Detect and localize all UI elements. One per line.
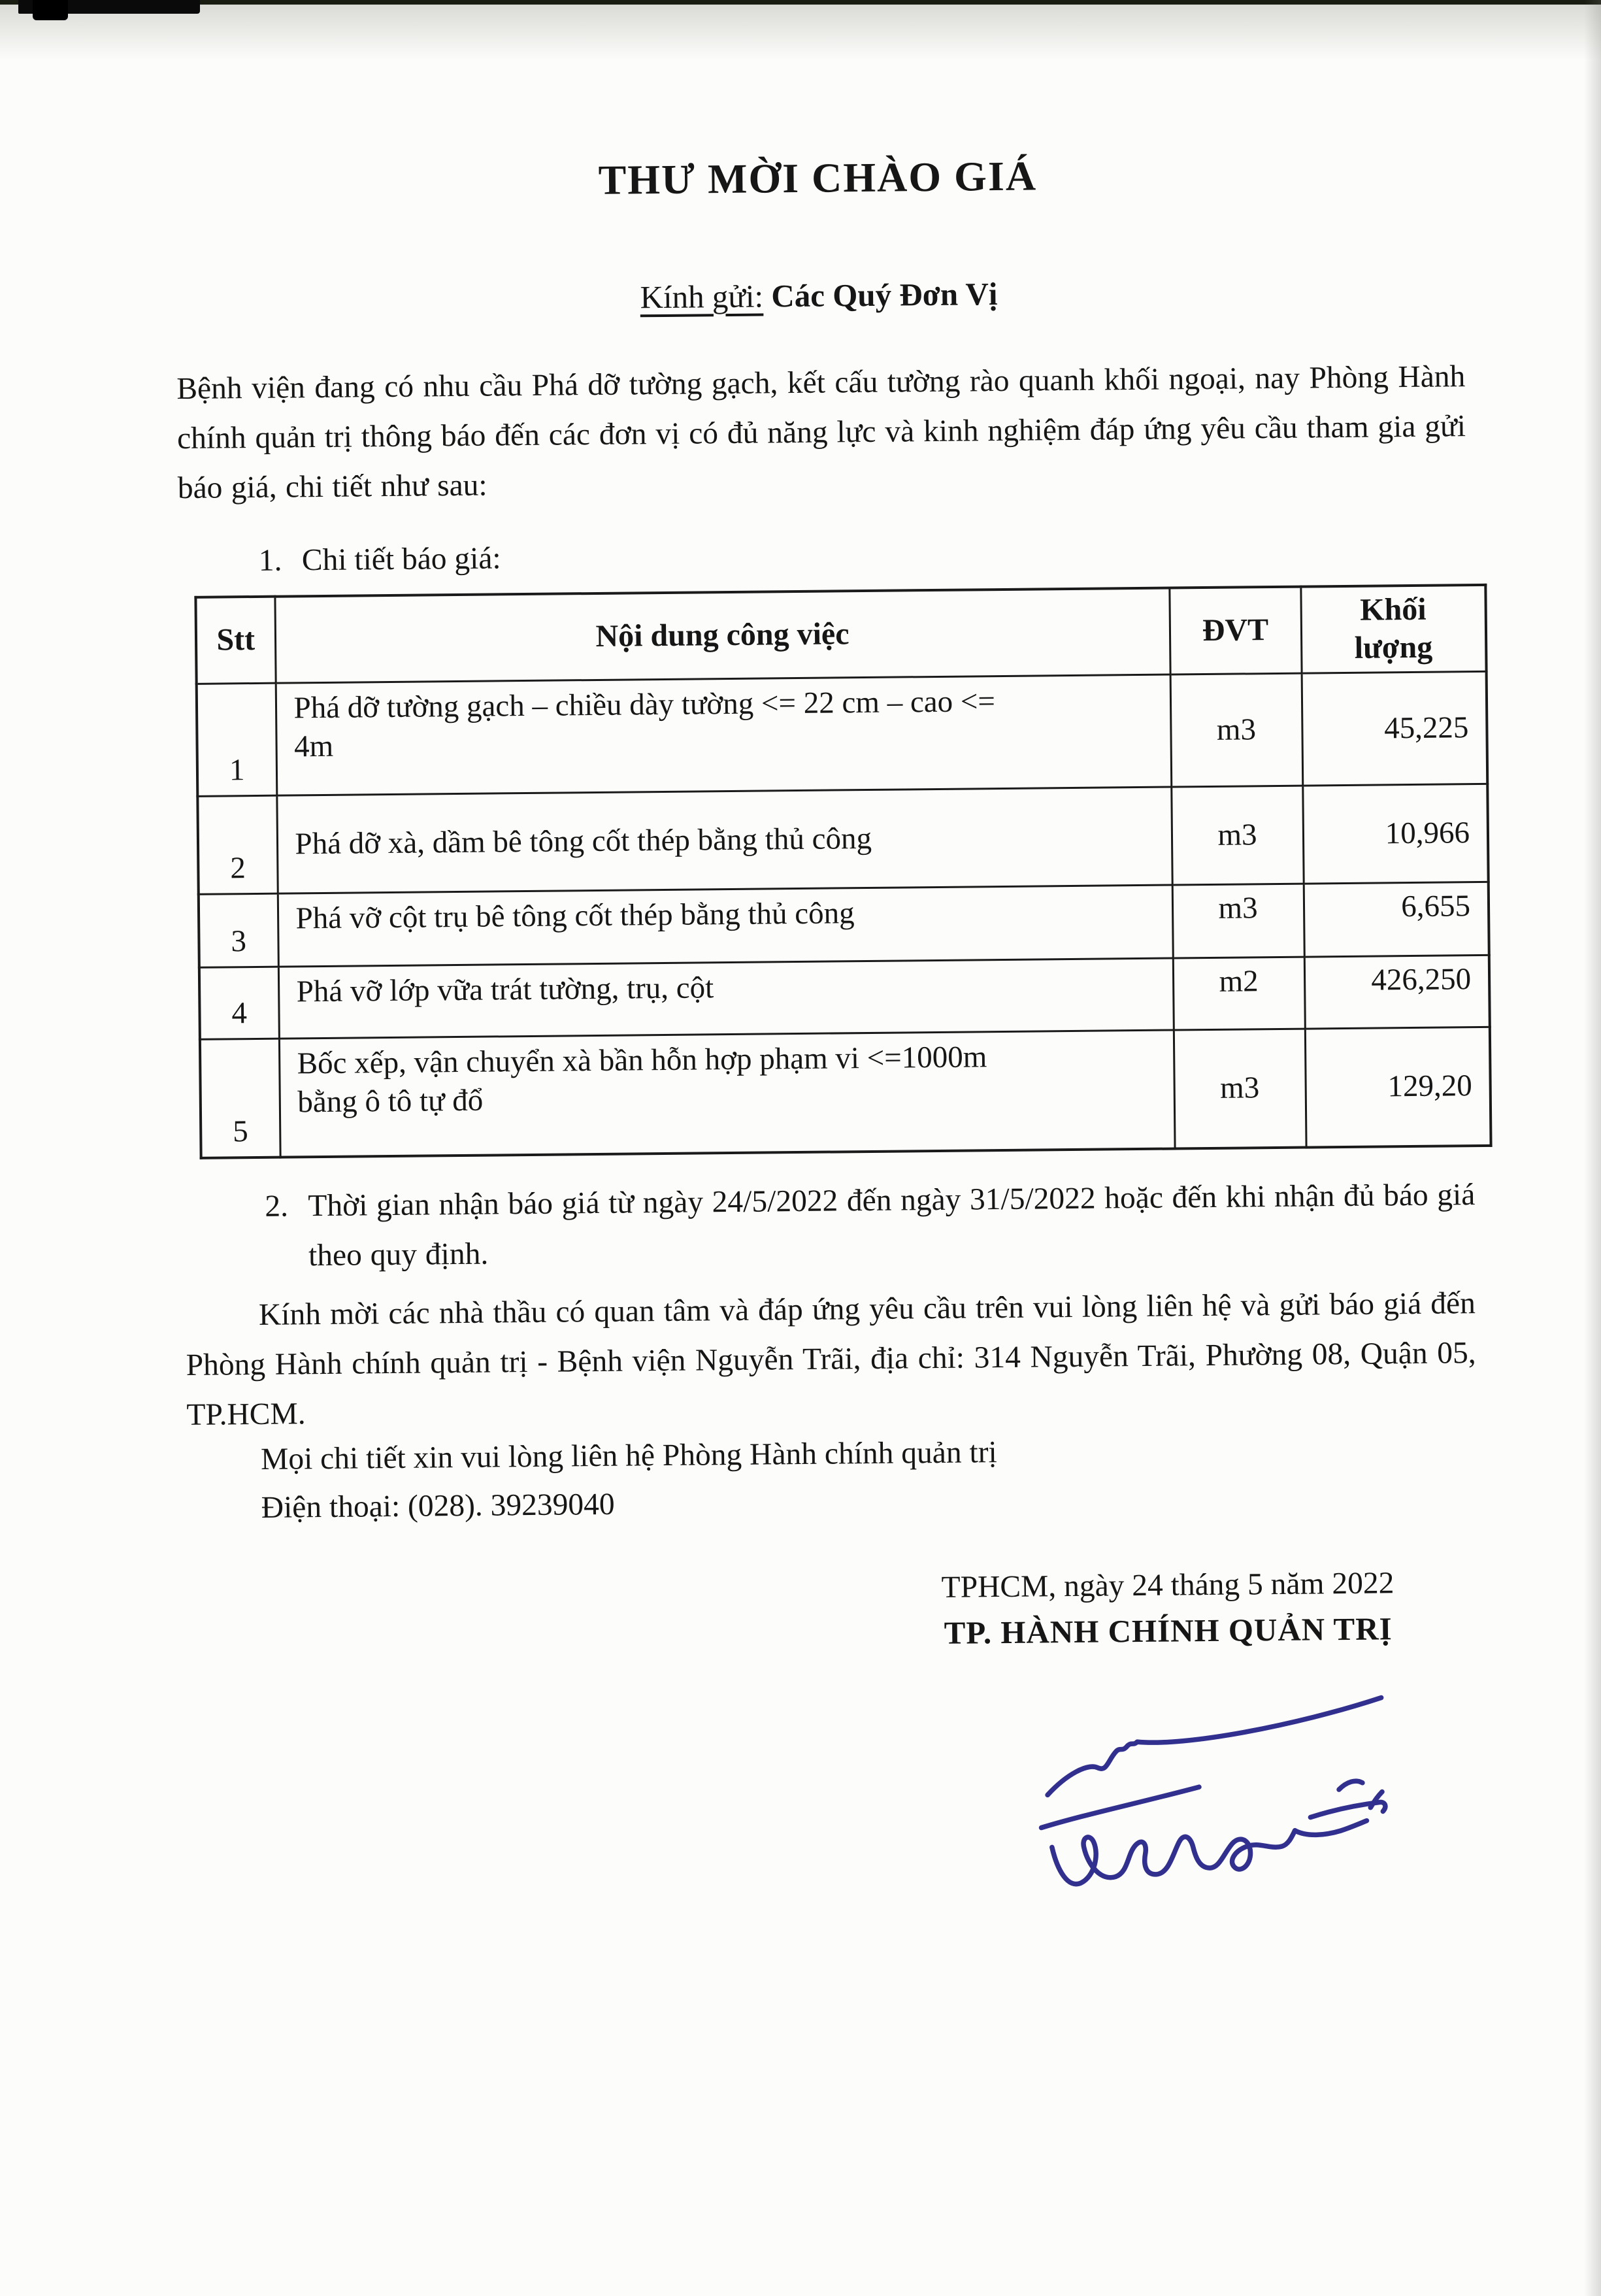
cell-content: Bốc xếp, vận chuyển xà bần hỗn hợp phạm vi <=1000m bằng ô tô tự đổ xyxy=(279,1030,1175,1157)
cell-content: Phá dỡ xà, dầm bê tông cốt thép bằng thủ công xyxy=(276,787,1172,893)
table-row xyxy=(199,955,1490,1039)
signature-underline-stroke xyxy=(1041,1787,1200,1827)
salutation-label: Kính gửi: xyxy=(640,278,764,316)
list-item-1 xyxy=(259,527,1240,586)
cell-unit: m3 xyxy=(1171,786,1303,885)
table-row xyxy=(199,882,1489,967)
cell-stt: 4 xyxy=(199,967,279,1039)
table-row xyxy=(200,1027,1491,1158)
cell-quantity: 45,225 xyxy=(1302,671,1488,786)
cell-unit: m3 xyxy=(1170,673,1303,787)
quote-table-wrapper xyxy=(194,584,1489,1159)
list-item-2-marker: 2. xyxy=(265,1189,289,1223)
cell-unit: m3 xyxy=(1174,1029,1306,1149)
cell-unit: m3 xyxy=(1172,884,1304,958)
quote-table xyxy=(194,584,1492,1159)
signoff-block xyxy=(848,1565,1489,1652)
signature-tail-stroke xyxy=(1295,1821,1366,1835)
table-row xyxy=(197,671,1488,796)
cell-stt: 2 xyxy=(197,795,277,894)
cell-content: Phá vỡ cột trụ bê tông cốt thép bằng thủ công xyxy=(278,885,1173,967)
list-item-2 xyxy=(265,1170,1476,1281)
cell-content: Phá dỡ tường gạch – chiều dày tường <= 22 cm – cao <= 4m xyxy=(276,674,1172,795)
header-unit: ĐVT xyxy=(1169,587,1301,674)
cell-stt: 1 xyxy=(197,683,277,796)
phone-line: Điện thoại: (028). 39239040 xyxy=(261,1487,615,1525)
cell-unit: m2 xyxy=(1173,957,1305,1030)
contact-line: Mọi chi tiết xin vui lòng liên hệ Phòng Hành chính quản trị xyxy=(260,1435,997,1476)
header-content: Nội dung công việc xyxy=(274,588,1170,683)
table-row xyxy=(197,784,1488,894)
signature-i-stroke xyxy=(1370,1792,1382,1808)
signature-flourish-stroke xyxy=(1047,1698,1382,1795)
date-place-line: TPHCM, ngày 24 tháng 5 năm 2022 xyxy=(941,1566,1395,1605)
cell-quantity: 10,966 xyxy=(1302,784,1488,884)
intro-paragraph: Bệnh viện đang có nhu cầu Phá dỡ tường gạch, kết cấu tường rào quanh khối ngoại, nay Phòng Hành chính quản trị thông báo đến các đơn vị có đủ năng lực và kinh nghiệm đáp ứng yêu cầu tham gia gửi báo giá, chi tiết như sau: xyxy=(176,359,1466,506)
cell-stt: 3 xyxy=(199,893,278,967)
document-title: THƯ MỜI CHÀO GIÁ xyxy=(598,152,1038,203)
signature-name-stroke xyxy=(1052,1831,1296,1884)
salutation-line xyxy=(149,271,1489,321)
handwritten-signature xyxy=(1028,1672,1409,1899)
salutation-recipient: Các Quý Đơn Vị xyxy=(771,276,998,314)
cell-quantity: 129,20 xyxy=(1305,1027,1491,1148)
list-item-1-text: Chi tiết báo giá: xyxy=(301,541,501,578)
header-quantity: Khối lượng xyxy=(1300,585,1486,673)
header-stt: Stt xyxy=(195,597,275,684)
cell-content: Phá vỡ lớp vữa trát tường, trụ, cột xyxy=(278,958,1174,1039)
signature-ink xyxy=(1040,1697,1386,1884)
table-header-row xyxy=(195,585,1486,684)
cell-stt: 5 xyxy=(200,1039,280,1158)
signature-hat-stroke xyxy=(1339,1781,1362,1789)
list-item-2-text: Thời gian nhận báo giá từ ngày 24/5/2022 đến ngày 31/5/2022 hoặc đến khi nhận đủ báo giá theo quy định. xyxy=(308,1178,1476,1273)
invitation-paragraph: Kính mời các nhà thầu có quan tâm và đáp ứng yêu cầu trên vui lòng liên hệ và gửi báo giá đến Phòng Hành chính quản trị - Bệnh viện Nguyễn Trãi, địa chỉ: 314 Nguyễn Trãi, Phường 08, Quận 05, TP.HCM. xyxy=(186,1286,1476,1433)
list-item-1-marker: 1. xyxy=(258,543,282,578)
cell-quantity: 6,655 xyxy=(1304,882,1489,957)
department-title-line: TP. HÀNH CHÍNH QUẢN TRỊ xyxy=(944,1610,1393,1651)
cell-quantity: 426,250 xyxy=(1304,955,1490,1029)
